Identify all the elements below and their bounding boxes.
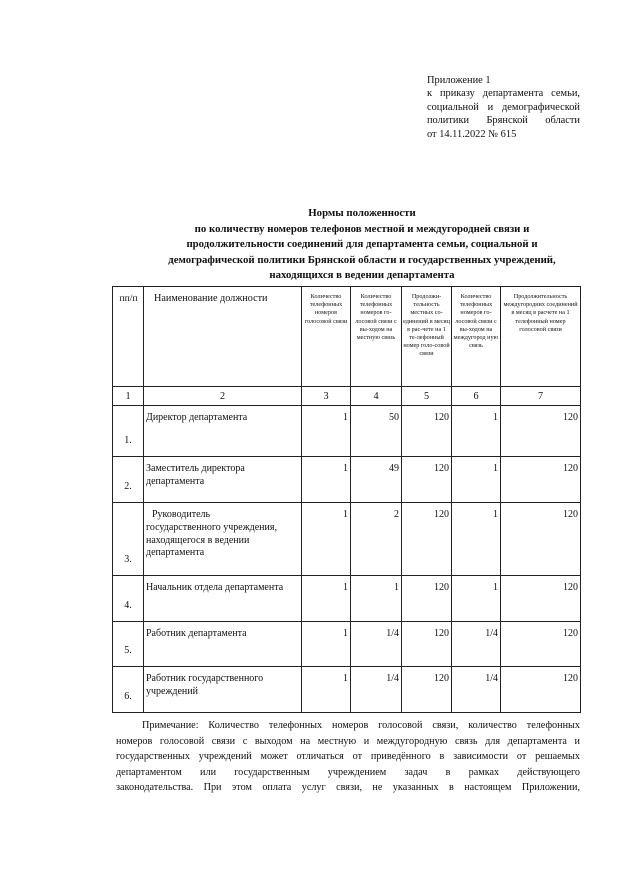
appendix-order-date: от 14.11.2022 № 615 [427, 128, 517, 140]
title-line: продолжительности соединений для департамента семьи, социальной и [186, 238, 538, 251]
column-number: 6 [452, 387, 501, 406]
longdistance-duration: 120 [501, 667, 581, 713]
longdistance-count: 1 [452, 406, 501, 457]
phone-count: 1 [302, 622, 351, 667]
header-longdistance-count: Количество телефонных номеров го-лосовой связи с вы-ходом на междугород ную связь [452, 287, 501, 387]
local-duration: 120 [402, 667, 452, 713]
appendix-line: социальной и демографической [427, 101, 580, 113]
note-line: государственных учреждений может отличаться от приведённого в зависимости от решаемых [116, 751, 580, 763]
column-number: 5 [402, 387, 452, 406]
row-number: 5. [113, 622, 144, 667]
longdistance-count: 1 [452, 503, 501, 576]
longdistance-duration: 120 [501, 576, 581, 622]
column-number: 1 [113, 387, 144, 406]
header-longdistance-duration: Продолжительность междугородних соединений в месяц в расчете на 1 телефонный номер голосовой связи [501, 287, 581, 387]
phone-count: 1 [302, 457, 351, 503]
row-number: 1. [113, 406, 144, 457]
position-name-line: Заместитель директора [146, 463, 245, 474]
appendix-title: Приложение 1 [427, 75, 491, 86]
local-duration: 120 [402, 576, 452, 622]
longdistance-count: 1/4 [452, 622, 501, 667]
appendix-line: к приказу департамента семьи, [427, 88, 580, 100]
appendix-reference [427, 74, 580, 141]
longdistance-duration: 120 [501, 406, 581, 457]
phone-count: 1 [302, 576, 351, 622]
note-line: департаментом или государственным учреждением задач в рамках действующего [116, 766, 580, 778]
position-name [144, 667, 302, 713]
note-line: номеров голосовой связи с выходом на местную и междугородную связь для департамента и [116, 735, 580, 747]
position-name-line: Работник департамента [146, 628, 247, 639]
title-heading: Нормы положенности [308, 207, 416, 219]
position-name-line: государственного учреждения, [146, 521, 277, 533]
longdistance-count: 1 [452, 457, 501, 503]
position-name-line: департамента [146, 475, 205, 487]
column-number: 7 [501, 387, 581, 406]
longdistance-duration: 120 [501, 622, 581, 667]
position-name [144, 406, 302, 457]
table-row [113, 406, 581, 457]
document-title [112, 206, 612, 284]
table-header-row [113, 287, 581, 387]
position-name-line: Директор департамента [146, 412, 248, 423]
local-count: 49 [351, 457, 402, 503]
phone-count: 1 [302, 667, 351, 713]
header-number: пп/п [113, 287, 144, 387]
position-name [144, 503, 302, 576]
local-count: 1 [351, 576, 402, 622]
column-number: 2 [144, 387, 302, 406]
phone-count: 1 [302, 503, 351, 576]
header-position: Наименование должности [144, 287, 302, 387]
note-line: законодательства. При этом оплата услуг связи, не указанных в настоящем Приложении, [116, 782, 580, 794]
note-line: Примечание: Количество телефонных номеров голосовой связи, количество телефонных [142, 720, 580, 731]
local-count: 2 [351, 503, 402, 576]
row-number: 6. [113, 667, 144, 713]
row-number: 3. [113, 503, 144, 576]
note-paragraph [116, 718, 580, 796]
table-row [113, 457, 581, 503]
table-row [113, 503, 581, 576]
position-name [144, 622, 302, 667]
title-line: демографической политики Брянской области и государственных учреждений, [168, 253, 556, 266]
column-number-row [113, 387, 581, 406]
norms-table [112, 286, 581, 713]
local-duration: 120 [402, 503, 452, 576]
longdistance-duration: 120 [501, 457, 581, 503]
column-number: 4 [351, 387, 402, 406]
column-number: 3 [302, 387, 351, 406]
table-row [113, 576, 581, 622]
position-name-line: департамента [146, 547, 205, 559]
header-local-duration: Продолжи-тельность местных со-единений в месяц в рас-чете на 1 те-лефонный номер голо-совой связи [402, 287, 452, 387]
longdistance-count: 1/4 [452, 667, 501, 713]
position-name-line: находящегося в ведении [146, 534, 250, 546]
header-local-count: Количество телефонных номеров го-лосовой связи с вы-ходом на местную связь [351, 287, 402, 387]
local-duration: 120 [402, 406, 452, 457]
position-name [144, 576, 302, 622]
table-row [113, 622, 581, 667]
row-number: 4. [113, 576, 144, 622]
header-phone-count: Количество телефонных номеров голосовой связи [302, 287, 351, 387]
table-row [113, 667, 581, 713]
local-count: 1/4 [351, 622, 402, 667]
local-duration: 120 [402, 457, 452, 503]
position-name-line: учреждений [146, 685, 198, 697]
title-line: находящихся в ведении департамента [269, 269, 455, 282]
position-name [144, 457, 302, 503]
local-duration: 120 [402, 622, 452, 667]
longdistance-count: 1 [452, 576, 501, 622]
position-name-line: Работник государственного [146, 673, 264, 684]
local-count: 1/4 [351, 667, 402, 713]
position-name-line: Руководитель [152, 509, 211, 520]
phone-count: 1 [302, 406, 351, 457]
appendix-line: политики Брянской области [427, 115, 580, 127]
local-count: 50 [351, 406, 402, 457]
longdistance-duration: 120 [501, 503, 581, 576]
position-name-line: Начальник отдела департамента [146, 582, 284, 593]
title-line: по количеству номеров телефонов местной и междугородней связи и [194, 222, 530, 235]
row-number: 2. [113, 457, 144, 503]
